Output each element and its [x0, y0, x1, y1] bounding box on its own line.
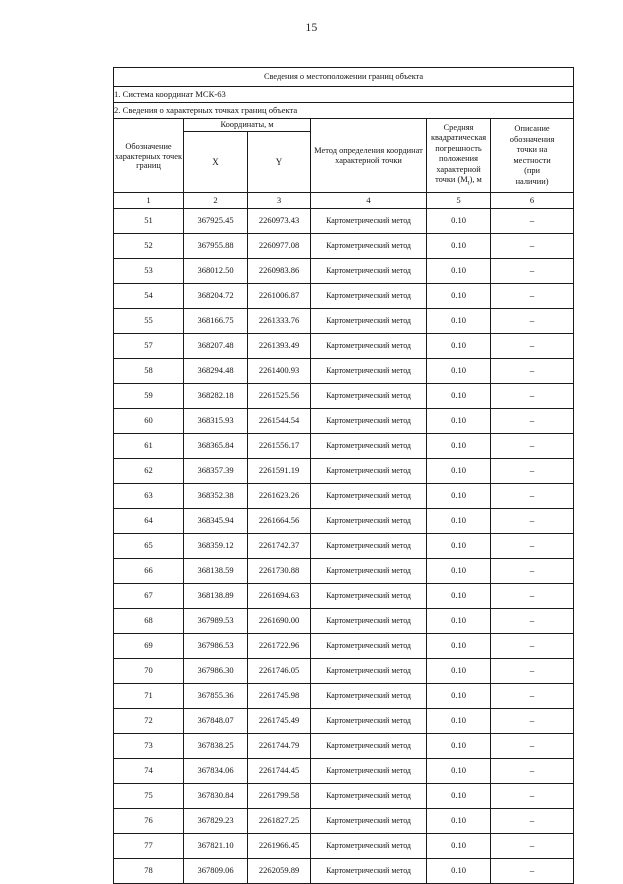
- cell-description: –: [491, 784, 574, 809]
- cell-method: Картометрический метод: [311, 584, 427, 609]
- cell-coordinate-y: 2261556.17: [248, 434, 311, 459]
- cell-rmse: 0.10: [427, 634, 491, 659]
- header-x: X: [184, 132, 248, 193]
- cell-point-number: 76: [114, 809, 184, 834]
- cell-coordinate-x: 368166.75: [184, 309, 248, 334]
- cell-coordinate-x: 368207.48: [184, 334, 248, 359]
- cell-point-number: 68: [114, 609, 184, 634]
- cell-coordinate-x: 367821.10: [184, 834, 248, 859]
- cell-description: –: [491, 559, 574, 584]
- header-method: Метод определения координат характерной точки: [311, 119, 427, 193]
- cell-point-number: 78: [114, 859, 184, 884]
- cell-method: Картометрический метод: [311, 634, 427, 659]
- column-number-3: 3: [248, 193, 311, 209]
- table-row: [114, 259, 574, 284]
- table-row: [114, 659, 574, 684]
- cell-point-number: 51: [114, 209, 184, 234]
- cell-coordinate-y: 2261744.45: [248, 759, 311, 784]
- cell-coordinate-x: 367955.88: [184, 234, 248, 259]
- cell-coordinate-x: 368282.18: [184, 384, 248, 409]
- cell-coordinate-y: 2261966.45: [248, 834, 311, 859]
- cell-description: –: [491, 359, 574, 384]
- cell-coordinate-y: 2261745.98: [248, 684, 311, 709]
- cell-method: Картометрический метод: [311, 784, 427, 809]
- column-number-row: [114, 193, 574, 209]
- cell-point-number: 61: [114, 434, 184, 459]
- cell-point-number: 53: [114, 259, 184, 284]
- table-row: [114, 684, 574, 709]
- cell-coordinate-y: 2260977.08: [248, 234, 311, 259]
- cell-description: –: [491, 609, 574, 634]
- cell-rmse: 0.10: [427, 409, 491, 434]
- cell-coordinate-y: 2261544.54: [248, 409, 311, 434]
- cell-description: –: [491, 809, 574, 834]
- cell-method: Картометрический метод: [311, 384, 427, 409]
- cell-point-number: 63: [114, 484, 184, 509]
- header-rmse-line-5: характерной: [436, 164, 481, 174]
- cell-point-number: 57: [114, 334, 184, 359]
- table-row: [114, 609, 574, 634]
- cell-coordinate-x: 367809.06: [184, 859, 248, 884]
- cell-rmse: 0.10: [427, 659, 491, 684]
- table-title: Сведения о местоположении границ объекта: [114, 68, 574, 87]
- cell-coordinate-x: 368138.59: [184, 559, 248, 584]
- cell-coordinate-y: 2261393.49: [248, 334, 311, 359]
- cell-method: Картометрический метод: [311, 334, 427, 359]
- cell-rmse: 0.10: [427, 684, 491, 709]
- column-number-1: 1: [114, 193, 184, 209]
- cell-rmse: 0.10: [427, 484, 491, 509]
- cell-rmse: 0.10: [427, 209, 491, 234]
- cell-description: –: [491, 434, 574, 459]
- cell-method: Картометрический метод: [311, 509, 427, 534]
- table-row: [114, 584, 574, 609]
- cell-method: Картометрический метод: [311, 459, 427, 484]
- header-description-line-5: (при: [524, 166, 541, 175]
- table-row: [114, 484, 574, 509]
- cell-description: –: [491, 534, 574, 559]
- cell-method: Картометрический метод: [311, 559, 427, 584]
- cell-coordinate-x: 367834.06: [184, 759, 248, 784]
- cell-description: –: [491, 684, 574, 709]
- header-rmse-subscript: t: [467, 180, 470, 187]
- cell-description: –: [491, 384, 574, 409]
- cell-coordinate-y: 2261742.37: [248, 534, 311, 559]
- header-description-line-2: обозначения: [509, 134, 555, 144]
- page-number: 15: [305, 22, 318, 34]
- cell-rmse: 0.10: [427, 534, 491, 559]
- cell-rmse: 0.10: [427, 334, 491, 359]
- cell-rmse: 0.10: [427, 309, 491, 334]
- cell-method: Картометрический метод: [311, 484, 427, 509]
- cell-description: –: [491, 209, 574, 234]
- cell-coordinate-y: 2261525.56: [248, 384, 311, 409]
- cell-description: –: [491, 409, 574, 434]
- cell-rmse: 0.10: [427, 459, 491, 484]
- cell-coordinate-y: 2261006.87: [248, 284, 311, 309]
- cell-method: Картометрический метод: [311, 359, 427, 384]
- header-coordinates: Координаты, м: [184, 119, 311, 132]
- cell-rmse: 0.10: [427, 559, 491, 584]
- table-row: [114, 834, 574, 859]
- cell-point-number: 52: [114, 234, 184, 259]
- header-description-line-4: местности: [513, 155, 551, 165]
- table-row: [114, 384, 574, 409]
- cell-coordinate-x: 367848.07: [184, 709, 248, 734]
- cell-rmse: 0.10: [427, 509, 491, 534]
- cell-rmse: 0.10: [427, 834, 491, 859]
- cell-point-number: 66: [114, 559, 184, 584]
- cell-method: Картометрический метод: [311, 834, 427, 859]
- cell-point-number: 71: [114, 684, 184, 709]
- cell-method: Картометрический метод: [311, 284, 427, 309]
- header-rmse-line-6a: точки (M: [435, 175, 468, 185]
- section-heading-label: 2. Сведения о характерных точках границ объекта: [114, 103, 574, 119]
- cell-method: Картометрический метод: [311, 759, 427, 784]
- table-row: [114, 209, 574, 234]
- cell-rmse: 0.10: [427, 859, 491, 884]
- cell-method: Картометрический метод: [311, 659, 427, 684]
- cell-point-number: 54: [114, 284, 184, 309]
- cell-coordinate-y: 2261746.05: [248, 659, 311, 684]
- cell-point-number: 65: [114, 534, 184, 559]
- cell-description: –: [491, 634, 574, 659]
- cell-description: –: [491, 659, 574, 684]
- cell-description: –: [491, 459, 574, 484]
- cell-rmse: 0.10: [427, 734, 491, 759]
- column-number-6: 6: [491, 193, 574, 209]
- header-rmse-line-1: Средняя: [443, 122, 474, 132]
- cell-description: –: [491, 584, 574, 609]
- section-heading-row: [114, 103, 574, 119]
- cell-method: Картометрический метод: [311, 709, 427, 734]
- cell-rmse: 0.10: [427, 584, 491, 609]
- cell-coordinate-y: 2261400.93: [248, 359, 311, 384]
- cell-point-number: 69: [114, 634, 184, 659]
- cell-point-number: 72: [114, 709, 184, 734]
- cell-point-number: 74: [114, 759, 184, 784]
- cell-description: –: [491, 309, 574, 334]
- cell-method: Картометрический метод: [311, 684, 427, 709]
- cell-coordinate-x: 368012.50: [184, 259, 248, 284]
- header-rmse-line-3: погрешность: [435, 143, 482, 153]
- boundary-points-table-container: [113, 67, 573, 884]
- cell-method: Картометрический метод: [311, 609, 427, 634]
- cell-coordinate-x: 368204.72: [184, 284, 248, 309]
- cell-coordinate-x: 368345.94: [184, 509, 248, 534]
- table-row: [114, 359, 574, 384]
- cell-coordinate-x: 367838.25: [184, 734, 248, 759]
- cell-description: –: [491, 484, 574, 509]
- table-row: [114, 284, 574, 309]
- cell-point-number: 58: [114, 359, 184, 384]
- cell-point-number: 70: [114, 659, 184, 684]
- boundary-points-table: [113, 67, 574, 884]
- header-rmse-line-4: положения: [439, 154, 478, 164]
- cell-rmse: 0.10: [427, 759, 491, 784]
- cell-point-number: 77: [114, 834, 184, 859]
- table-row: [114, 434, 574, 459]
- cell-description: –: [491, 259, 574, 284]
- header-designation-text: Обозначение характерных точек границ: [114, 141, 183, 171]
- cell-point-number: 67: [114, 584, 184, 609]
- cell-coordinate-y: 2261664.56: [248, 509, 311, 534]
- cell-description: –: [491, 734, 574, 759]
- cell-coordinate-y: 2261694.63: [248, 584, 311, 609]
- cell-rmse: 0.10: [427, 784, 491, 809]
- table-title-row: [114, 68, 574, 87]
- header-row-primary: [114, 119, 574, 132]
- header-designation: [114, 119, 184, 193]
- cell-coordinate-y: 2261827.25: [248, 809, 311, 834]
- cell-rmse: 0.10: [427, 709, 491, 734]
- cell-coordinate-x: 367855.36: [184, 684, 248, 709]
- table-row: [114, 784, 574, 809]
- table-row: [114, 734, 574, 759]
- cell-method: Картометрический метод: [311, 309, 427, 334]
- table-row: [114, 634, 574, 659]
- cell-coordinate-x: 367986.53: [184, 634, 248, 659]
- cell-coordinate-y: 2261333.76: [248, 309, 311, 334]
- cell-coordinate-y: 2261744.79: [248, 734, 311, 759]
- cell-coordinate-x: 368357.39: [184, 459, 248, 484]
- header-description-line-1: Описание: [514, 124, 550, 133]
- cell-point-number: 64: [114, 509, 184, 534]
- table-row: [114, 559, 574, 584]
- cell-coordinate-x: 367989.53: [184, 609, 248, 634]
- cell-coordinate-y: 2260973.43: [248, 209, 311, 234]
- cell-method: Картометрический метод: [311, 859, 427, 884]
- cell-method: Картометрический метод: [311, 434, 427, 459]
- table-row: [114, 759, 574, 784]
- cell-coordinate-y: 2261799.58: [248, 784, 311, 809]
- cell-coordinate-x: 367830.84: [184, 784, 248, 809]
- cell-coordinate-x: 367829.23: [184, 809, 248, 834]
- cell-coordinate-y: 2260983.86: [248, 259, 311, 284]
- cell-point-number: 73: [114, 734, 184, 759]
- cell-description: –: [491, 759, 574, 784]
- header-rmse-line-2: квадратическая: [430, 133, 487, 143]
- header-description-line-6: наличии): [515, 176, 549, 186]
- column-number-4: 4: [311, 193, 427, 209]
- cell-coordinate-x: 367925.45: [184, 209, 248, 234]
- cell-coordinate-x: 368359.12: [184, 534, 248, 559]
- cell-point-number: 59: [114, 384, 184, 409]
- cell-method: Картометрический метод: [311, 734, 427, 759]
- cell-coordinate-y: 2261591.19: [248, 459, 311, 484]
- cell-point-number: 60: [114, 409, 184, 434]
- cell-description: –: [491, 709, 574, 734]
- header-rmse-line-6b: ), м: [469, 175, 482, 185]
- cell-method: Картометрический метод: [311, 409, 427, 434]
- cell-description: –: [491, 234, 574, 259]
- cell-method: Картометрический метод: [311, 259, 427, 284]
- cell-coordinate-y: 2262059.89: [248, 859, 311, 884]
- cell-description: –: [491, 284, 574, 309]
- table-row: [114, 809, 574, 834]
- cell-method: Картометрический метод: [311, 534, 427, 559]
- table-row: [114, 709, 574, 734]
- cell-description: –: [491, 834, 574, 859]
- table-row: [114, 859, 574, 884]
- header-description: [491, 119, 574, 193]
- cell-rmse: 0.10: [427, 384, 491, 409]
- cell-rmse: 0.10: [427, 284, 491, 309]
- table-row: [114, 459, 574, 484]
- cell-rmse: 0.10: [427, 434, 491, 459]
- coordinate-system-row: [114, 87, 574, 103]
- cell-method: Картометрический метод: [311, 234, 427, 259]
- cell-coordinate-y: 2261690.00: [248, 609, 311, 634]
- cell-rmse: 0.10: [427, 609, 491, 634]
- cell-coordinate-x: 368352.38: [184, 484, 248, 509]
- table-body: [114, 68, 574, 884]
- cell-method: Картометрический метод: [311, 809, 427, 834]
- cell-rmse: 0.10: [427, 809, 491, 834]
- header-rmse: [427, 119, 491, 193]
- table-row: [114, 309, 574, 334]
- cell-description: –: [491, 509, 574, 534]
- table-row: [114, 334, 574, 359]
- column-number-2: 2: [184, 193, 248, 209]
- cell-coordinate-y: 2261623.26: [248, 484, 311, 509]
- cell-coordinate-x: 368138.89: [184, 584, 248, 609]
- column-number-5: 5: [427, 193, 491, 209]
- cell-point-number: 62: [114, 459, 184, 484]
- cell-coordinate-x: 368365.84: [184, 434, 248, 459]
- cell-rmse: 0.10: [427, 234, 491, 259]
- cell-coordinate-x: 368294.48: [184, 359, 248, 384]
- table-row: [114, 409, 574, 434]
- coordinate-system-label: 1. Система координат МСК-63: [114, 87, 574, 103]
- cell-coordinate-y: 2261730.88: [248, 559, 311, 584]
- header-description-line-3: точки на: [516, 145, 548, 154]
- cell-rmse: 0.10: [427, 359, 491, 384]
- table-row: [114, 234, 574, 259]
- cell-coordinate-y: 2261722.96: [248, 634, 311, 659]
- cell-method: Картометрический метод: [311, 209, 427, 234]
- cell-coordinate-x: 367986.30: [184, 659, 248, 684]
- cell-rmse: 0.10: [427, 259, 491, 284]
- cell-point-number: 55: [114, 309, 184, 334]
- cell-coordinate-x: 368315.93: [184, 409, 248, 434]
- header-y: Y: [248, 132, 311, 193]
- table-row: [114, 509, 574, 534]
- cell-description: –: [491, 334, 574, 359]
- table-row: [114, 534, 574, 559]
- cell-coordinate-y: 2261745.49: [248, 709, 311, 734]
- cell-description: –: [491, 859, 574, 884]
- cell-point-number: 75: [114, 784, 184, 809]
